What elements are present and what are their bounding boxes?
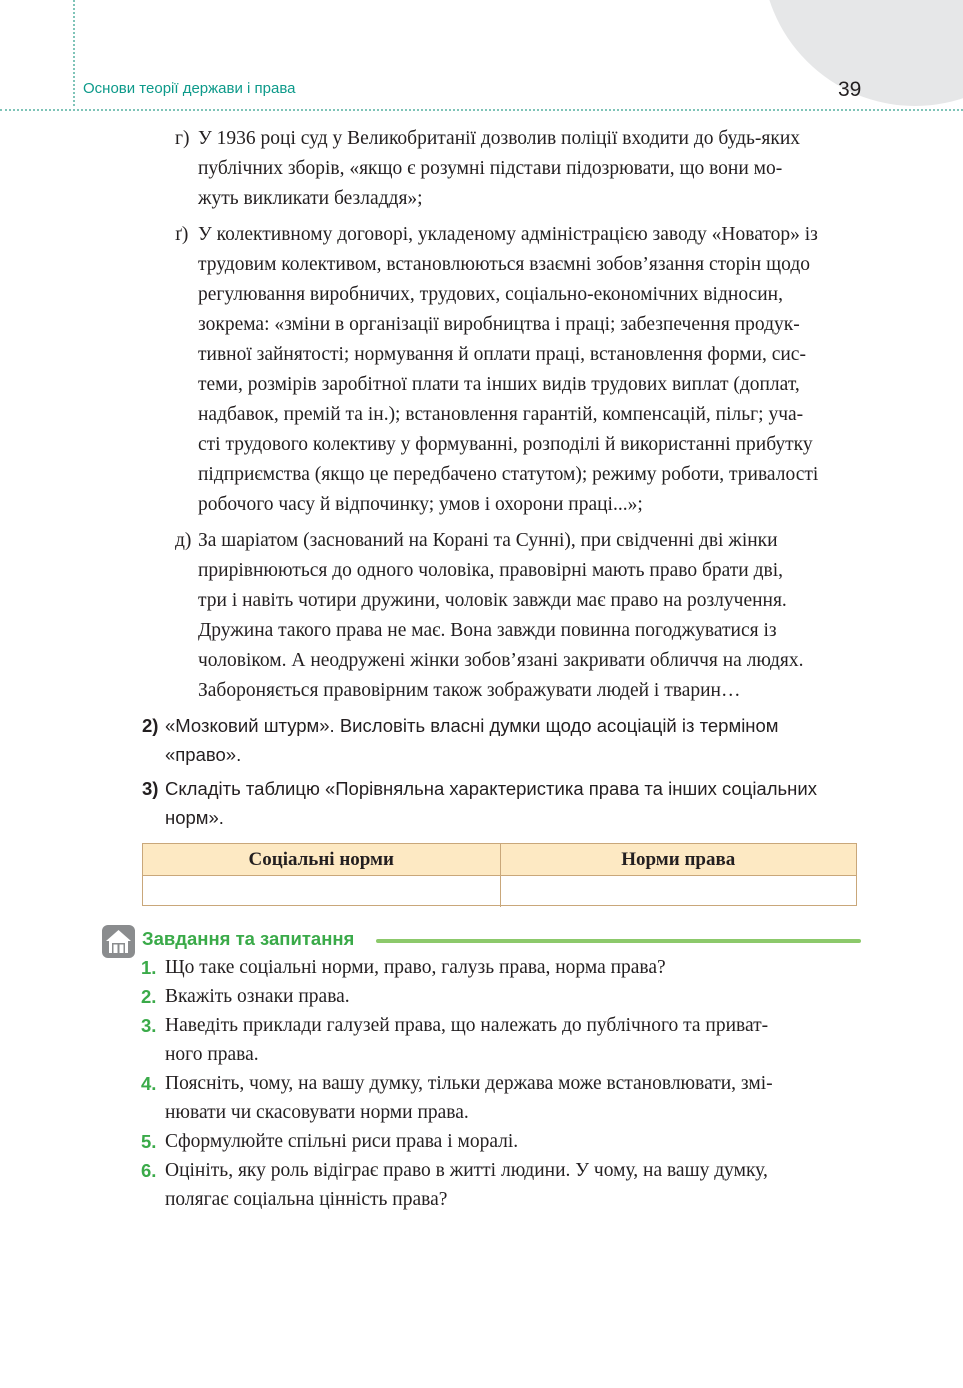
question-line: нювати чи скасовувати норми права. — [165, 1102, 469, 1123]
task-item — [142, 711, 861, 769]
margin-dotted-line — [73, 0, 75, 106]
question-line: Оцініть, яку роль відіграє право в житті людини. У чому, на вашу думку, — [165, 1160, 768, 1181]
sub-item-line: теми, розмірів заробітної плати та інших видів трудових виплат (доплат, — [198, 374, 800, 395]
task-line: норм». — [165, 807, 224, 828]
question-item — [141, 1011, 861, 1069]
task-line: «Мозковий штурм». Висловіть власні думки щодо асоціацій із терміном — [165, 715, 779, 736]
section-rule — [376, 939, 861, 943]
sub-item-line: Забороняється правовірним також зображувати людей і тварин… — [198, 680, 741, 701]
sub-item — [175, 124, 861, 214]
table-header-cell: Норми права — [500, 844, 857, 875]
question-line: Наведіть приклади галузей права, що належать до публічного та приват- — [165, 1015, 769, 1036]
question-item — [141, 1069, 861, 1127]
home-icon — [102, 925, 135, 958]
question-line: полягає соціальна цінність права? — [165, 1189, 448, 1210]
question-line: Поясніть, чому, на вашу думку, тільки держава може встановлювати, змі- — [165, 1073, 773, 1094]
question-number: 6. — [141, 1160, 157, 1181]
table-cell — [143, 876, 500, 907]
sub-item-line: За шаріатом (заснований на Корані та Сунні), при свідченні дві жінки — [198, 530, 778, 551]
table-header-cell: Соціальні норми — [248, 849, 394, 870]
table-header-row — [143, 844, 856, 876]
sub-item-line: чоловіком. А неодружені жінки зобов’язані закривати обличчя на людях. — [198, 650, 804, 671]
sub-item-mark: ґ) — [175, 224, 189, 245]
comparison-table — [142, 843, 857, 906]
page-number: 39 — [838, 78, 862, 101]
question-line: Що таке соціальні норми, право, галузь права, норма права? — [165, 957, 666, 978]
task-line: Складіть таблицю «Порівняльна характеристика права та інших соціальних — [165, 778, 817, 799]
sub-item-line: сті трудового колективу у формуванні, розподілі й використанні прибутку — [198, 434, 813, 455]
question-number: 5. — [141, 1131, 157, 1152]
question-number: 3. — [141, 1015, 157, 1036]
sub-item-line: прирівнюються до одного чоловіка, правовірні мають право брати дві, — [198, 560, 784, 581]
sub-item-line: У 1936 році суд у Великобританії дозволив поліції входити до будь-яких — [198, 128, 801, 149]
sub-item-line: три і навіть чотири дружини, чоловік завжди має право на розлучення. — [198, 590, 787, 611]
task-item — [142, 774, 861, 832]
sub-item-line: публічних зборів, «якщо є розумні підстави підозрювати, що вони мо- — [198, 158, 783, 179]
header-dotted-rule — [0, 109, 963, 111]
question-item — [141, 1127, 861, 1156]
question-number: 4. — [141, 1073, 157, 1094]
question-number: 1. — [141, 957, 157, 978]
sub-item-line: У колективному договорі, укладеному адміністрацією заводу «Новатор» із — [198, 224, 818, 245]
sub-item — [175, 526, 861, 706]
sub-item-mark: г) — [175, 128, 190, 149]
sub-item-line: трудовим колективом, встановлюються взаємні зобов’язання сторін щодо — [198, 254, 810, 275]
task-line: «право». — [165, 744, 242, 765]
sub-item-line: зокрема: «зміни в організації виробництва і праці; забезпечення продук- — [198, 314, 800, 335]
sub-item-line: жуть викликати безладдя»; — [198, 188, 423, 209]
question-line: Сформулюйте спільні риси права і моралі. — [165, 1131, 519, 1152]
sub-item-line: надбавок, премій та ін.); встановлення гарантій, компенсацій, пільг; уча- — [198, 404, 804, 425]
question-line: ного права. — [165, 1044, 259, 1065]
sub-item-line: робочого часу й відпочинку; умов і охорони праці...»; — [198, 494, 643, 515]
sub-item-line: тивної зайнятості; нормування й оплати праці, встановлення форми, сис- — [198, 344, 806, 365]
sub-item-line: регулювання виробничих, трудових, соціально-економічних відносин, — [198, 284, 783, 305]
task-number: 3) — [142, 778, 159, 799]
question-number: 2. — [141, 986, 157, 1007]
corner-decoration — [762, 0, 963, 106]
sub-item — [175, 220, 861, 520]
table-row — [143, 876, 856, 907]
sub-item-line: підприємства (якщо це передбачено статутом); режиму роботи, тривалості — [198, 464, 819, 485]
question-item — [141, 953, 861, 982]
question-line: Вкажіть ознаки права. — [165, 986, 350, 1007]
question-item — [141, 1156, 861, 1214]
table-cell — [500, 876, 857, 907]
question-item — [141, 982, 861, 1011]
running-head: Основи теорії держави і права — [83, 80, 296, 97]
sub-item-line: Дружина такого права не має. Вона завжди повинна погоджуватися із — [198, 620, 777, 641]
task-number: 2) — [142, 715, 159, 736]
section-title: Завдання та запитання — [142, 928, 360, 950]
sub-item-mark: д) — [175, 530, 192, 551]
